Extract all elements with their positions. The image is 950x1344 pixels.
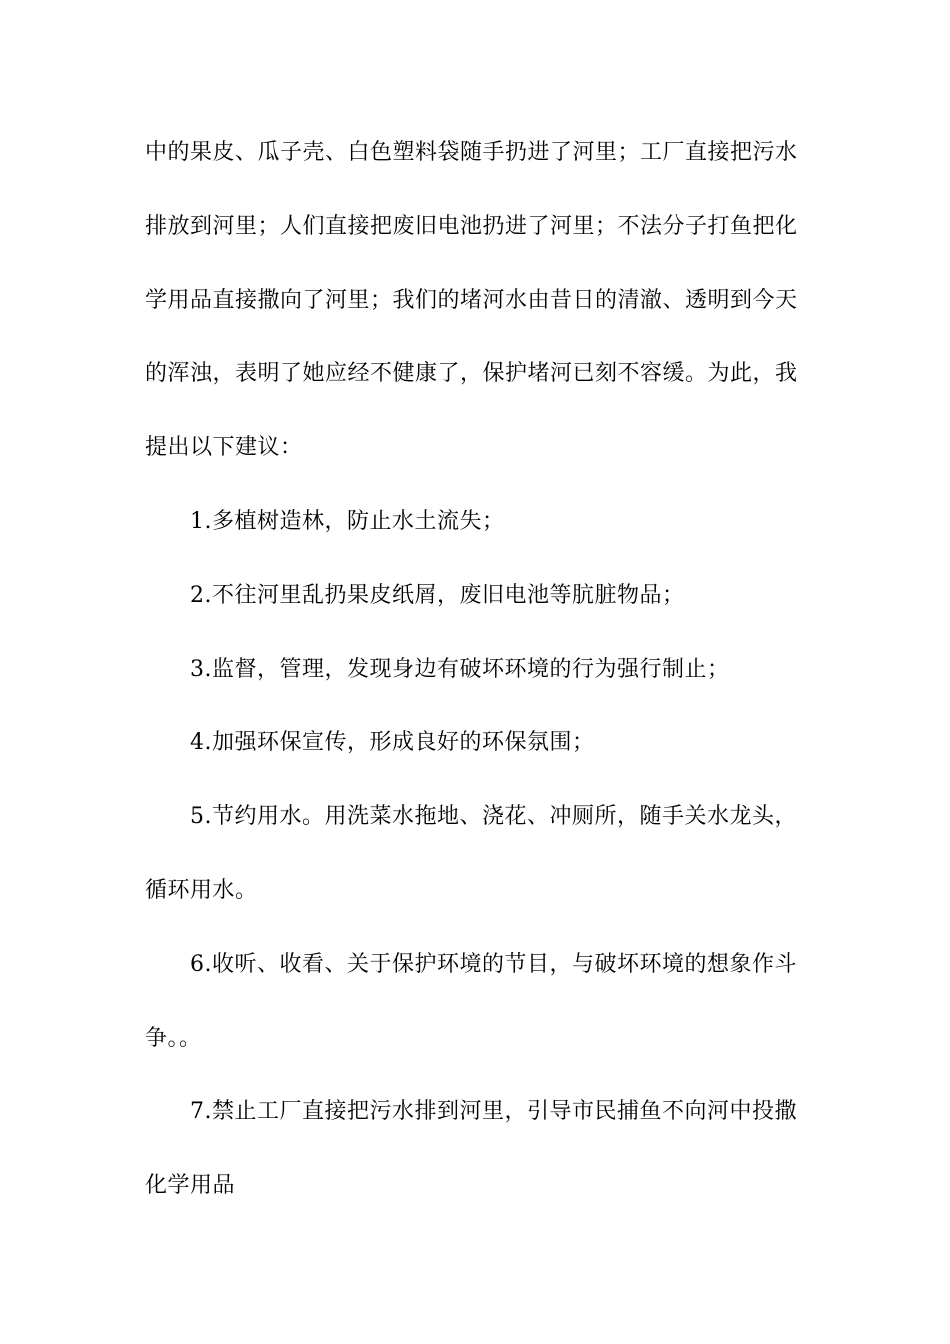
document-body bbox=[145, 128, 815, 1235]
list-item-4: 4.加强环保宣传，形成良好的环保氛围； bbox=[190, 730, 595, 756]
text-line: 学用品直接撒向了河里；我们的堵河水由昔日的清澈、透明到今天 bbox=[145, 287, 798, 313]
list-item-3: 3.监督，管理，发现身边有破坏环境的行为强行制止； bbox=[190, 656, 730, 682]
list-item-5: 5.节约用水。用洗菜水拖地、浇花、冲厕所，随手关水龙头， bbox=[190, 804, 797, 830]
text-line: 提出以下建议： bbox=[145, 435, 303, 461]
list-item-7-continuation: 化学用品 bbox=[145, 1173, 236, 1199]
text-line: 的浑浊，表明了她应经不健康了，保护堵河已刻不容缓。为此，我 bbox=[145, 361, 798, 387]
list-item-7: 7.禁止工厂直接把污水排到河里，引导市民捕鱼不向河中投撒 bbox=[190, 1099, 797, 1125]
text-line: 中的果皮、瓜子壳、白色塑料袋随手扔进了河里；工厂直接把污水 bbox=[145, 140, 798, 165]
text-line: 排放到河里；人们直接把废旧电池扔进了河里；不法分子打鱼把化 bbox=[145, 213, 798, 239]
list-item-2: 2.不往河里乱扔果皮纸屑，废旧电池等肮脏物品； bbox=[190, 582, 685, 608]
list-item-6-continuation: 争。。 bbox=[145, 1025, 202, 1051]
list-item-1: 1.多植树造林，防止水土流失； bbox=[190, 508, 505, 534]
list-item-5-continuation: 循环用水。 bbox=[145, 877, 258, 903]
list-item-6: 6.收听、收看、关于保护环境的节目，与破坏环境的想象作斗 bbox=[190, 951, 797, 977]
